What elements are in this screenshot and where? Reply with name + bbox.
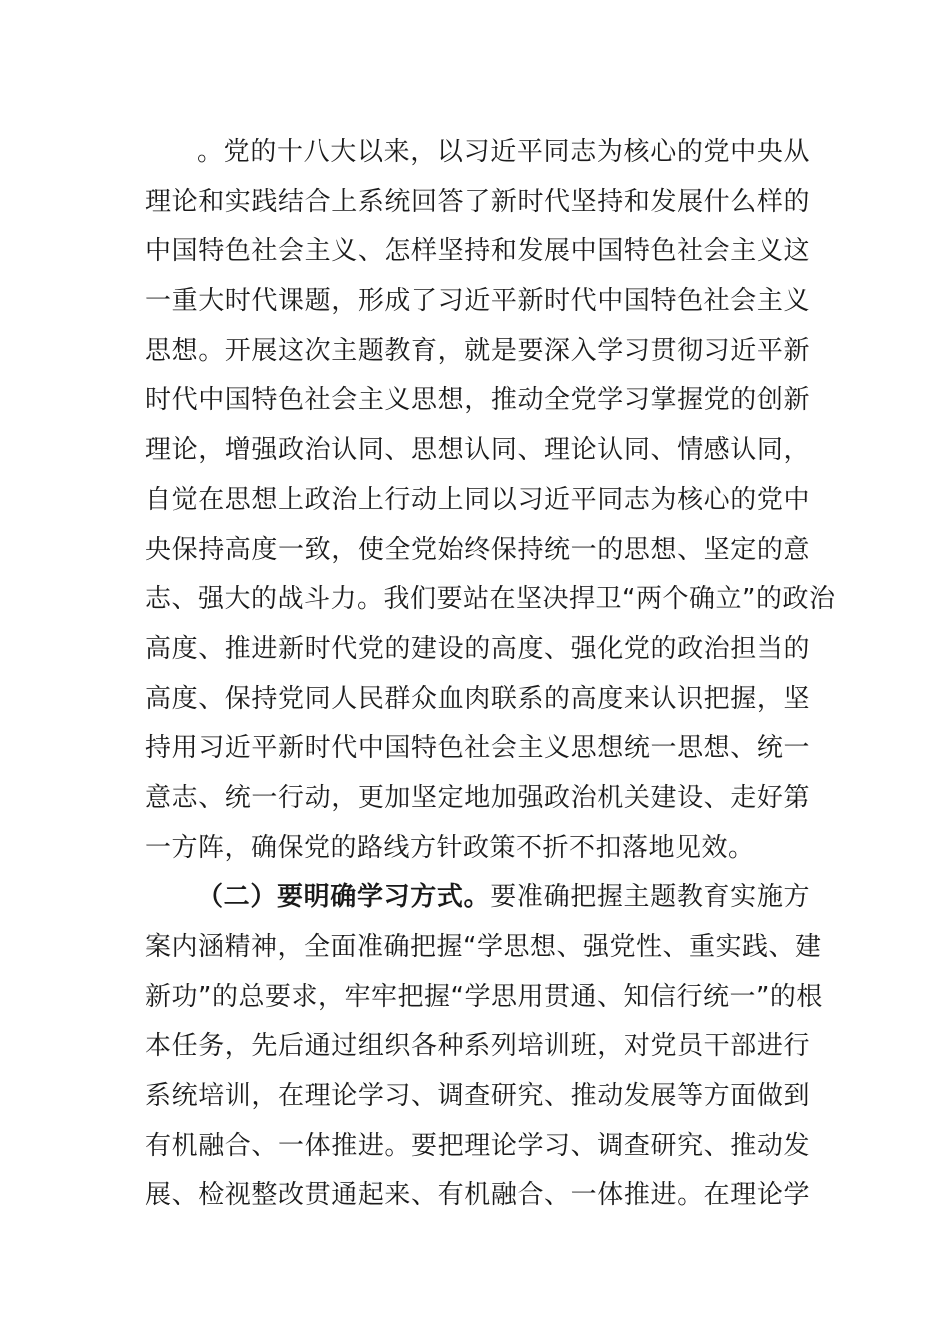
- paragraph-2: [145, 873, 823, 1221]
- text-line: 意志、统一行动，更加坚定地加强政治机关建设、走好第: [145, 782, 810, 813]
- text-line: 思想。开展这次主题教育，就是要深入学习贯彻习近平新: [145, 335, 810, 366]
- text-line: 展、检视整改贯通起来、有机融合、一体推进。在理论学: [145, 1180, 810, 1211]
- text-line: 自觉在思想上政治上行动上同以习近平同志为核心的党中: [145, 484, 810, 515]
- paragraph-1: [145, 128, 836, 873]
- text-line: 系统培训，在理论学习、调查研究、推动发展等方面做到: [145, 1081, 810, 1112]
- body-text: [145, 128, 836, 1221]
- text-line: 理论和实践结合上系统回答了新时代坚持和发展什么样的: [145, 186, 810, 217]
- text-line: 新功”的总要求，牢牢把握“学思用贯通、知信行统一”的根: [145, 981, 823, 1012]
- text-line: 。党的十八大以来，以习近平同志为核心的党中央从: [197, 137, 810, 167]
- text-line: 持用习近平新时代中国特色社会主义思想统一思想、统一: [145, 733, 810, 764]
- text-line: 高度、推进新时代党的建设的高度、强化党的政治担当的: [145, 633, 810, 664]
- section-intro-text: 要准确把握主题教育实施方: [490, 882, 810, 913]
- text-line: 高度、保持党同人民群众血肉联系的高度来认识把握，坚: [145, 683, 810, 714]
- text-line: 有机融合、一体推进。要把理论学习、调查研究、推动发: [145, 1130, 810, 1161]
- text-line: 一方阵，确保党的路线方针政策不折不扣落地见效。: [145, 832, 755, 863]
- text-line: 理论，增强政治认同、思想认同、理论认同、情感认同，: [145, 435, 810, 466]
- text-line: 志、强大的战斗力。我们要站在坚决捍卫“两个确立”的政治: [145, 584, 836, 615]
- text-line: 案内涵精神，全面准确把握“学思想、强党性、重实践、建: [145, 932, 822, 962]
- text-line: [145, 873, 810, 923]
- text-line: 时代中国特色社会主义思想，推动全党学习掌握党的创新: [145, 385, 810, 416]
- text-line: 本任务，先后通过组织各种系列培训班，对党员干部进行: [145, 1031, 810, 1062]
- section-heading: （二）要明确学习方式。: [197, 882, 491, 913]
- text-line: 央保持高度一致，使全党始终保持统一的思想、坚定的意: [145, 534, 810, 565]
- text-line: 中国特色社会主义、怎样坚持和发展中国特色社会主义这: [145, 236, 810, 267]
- text-line: 一重大时代课题，形成了习近平新时代中国特色社会主义: [145, 286, 810, 317]
